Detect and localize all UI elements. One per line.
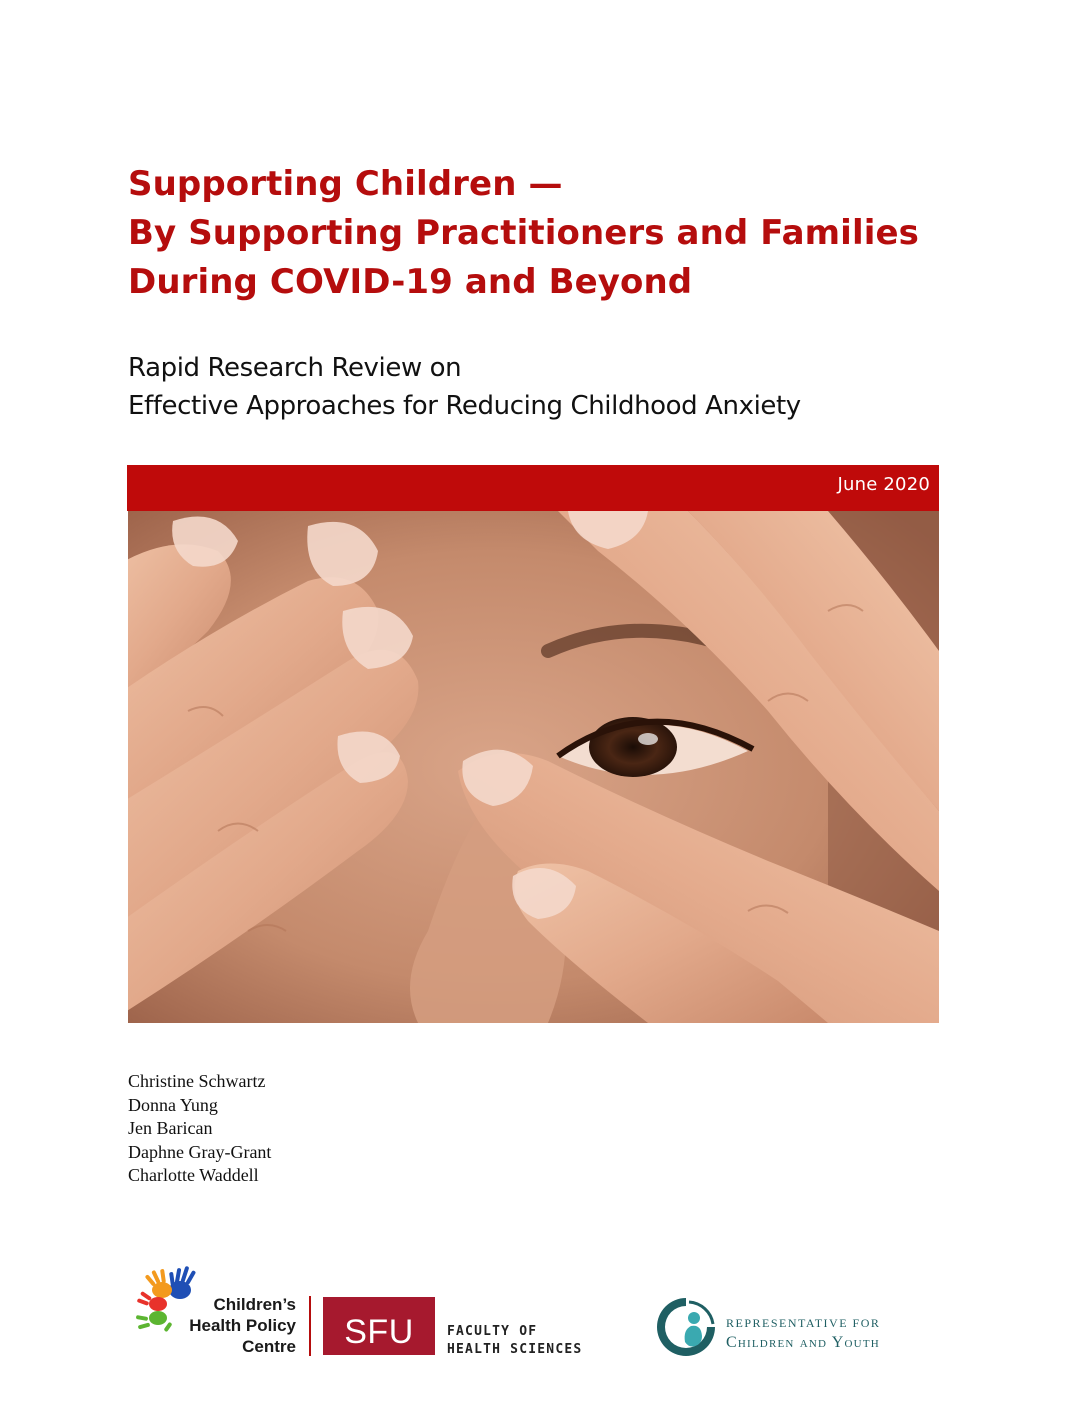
- chpc-line-1: Children’s: [213, 1295, 296, 1314]
- cover-photo: [128, 511, 939, 1023]
- rcy-wordmark: [726, 1313, 880, 1353]
- author-name: Jen Barican: [128, 1118, 213, 1138]
- title-line-1: Supporting Children —: [128, 164, 563, 204]
- author-name: Christine Schwartz: [128, 1071, 266, 1091]
- chpc-line-3: Centre: [242, 1337, 296, 1356]
- date-banner: [127, 465, 939, 511]
- sfu-logo-block: [323, 1297, 435, 1355]
- sfu-faculty-wordmark: [447, 1323, 582, 1359]
- author-name: Charlotte Waddell: [128, 1165, 259, 1185]
- child-face-photo-illustration: [128, 511, 939, 1023]
- rcy-emblem-icon: [655, 1296, 717, 1358]
- sfu-line-2: HEALTH SCIENCES: [447, 1342, 583, 1357]
- subtitle-line-2: Effective Approaches for Reducing Childhood Anxiety: [128, 391, 801, 421]
- author-name: Donna Yung: [128, 1094, 218, 1115]
- title-line-3: During COVID-19 and Beyond: [128, 262, 693, 302]
- chpc-logo: [136, 1264, 306, 1360]
- publication-date: June 2020: [837, 474, 930, 495]
- sfu-line-1: FACULTY OF: [447, 1324, 538, 1339]
- title-line-2: By Supporting Practitioners and Families: [128, 213, 919, 253]
- logo-divider: [309, 1296, 311, 1356]
- rcy-line-1: REPRESENTATIVE FOR: [726, 1316, 881, 1330]
- author-name: Daphne Gray-Grant: [128, 1141, 272, 1162]
- document-subtitle: [128, 349, 1008, 425]
- sfu-mark: SFU: [344, 1313, 414, 1351]
- chpc-wordmark: [189, 1294, 296, 1357]
- subtitle-line-1: Rapid Research Review on: [128, 353, 462, 383]
- chpc-line-2: Health Policy: [189, 1316, 296, 1335]
- rcy-line-2: Children and Youth: [726, 1334, 880, 1351]
- document-title: [128, 160, 1008, 307]
- author-list: [128, 1070, 271, 1188]
